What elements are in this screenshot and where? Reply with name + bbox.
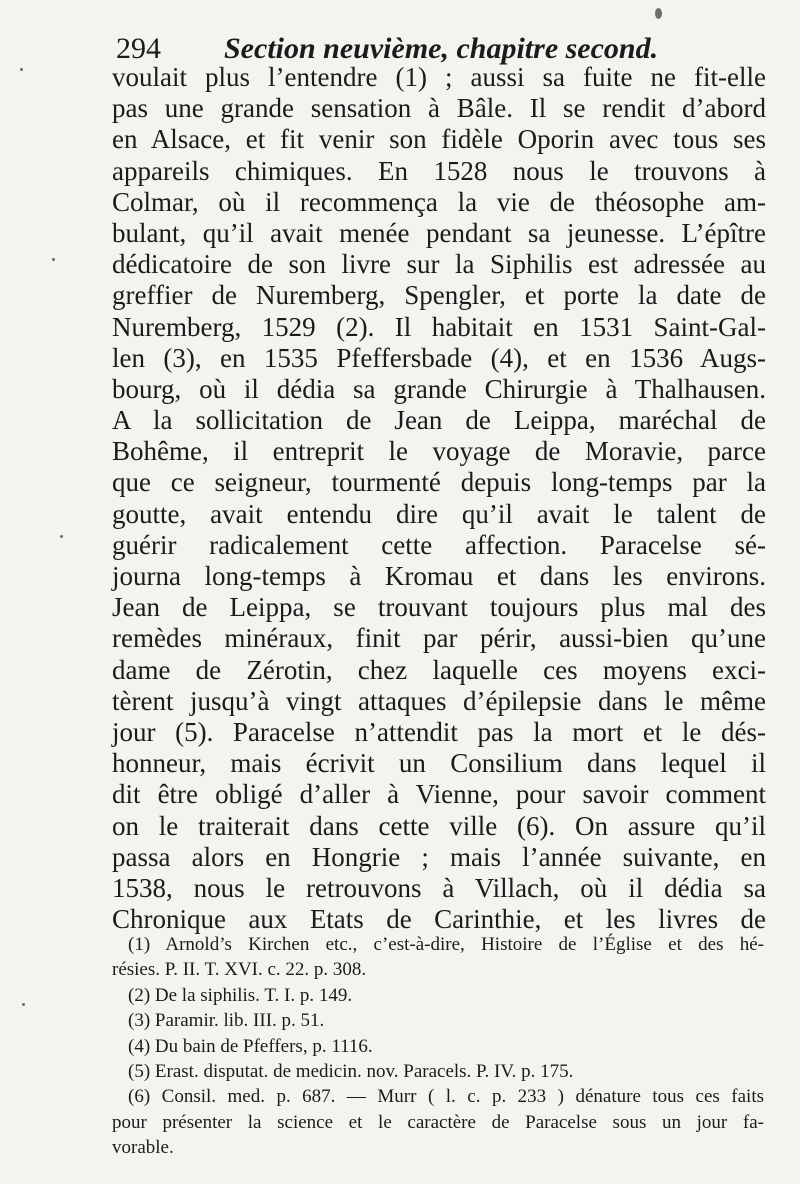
text-line: Chronique aux Etats de Carinthie, et les livres de — [112, 904, 766, 935]
footnote-line: pour présenter la science et le caractère de Paracelse sous un jour fa- — [112, 1111, 764, 1133]
footnote-line: (4) Du bain de Pfeffers, p. 1116. — [128, 1035, 373, 1057]
ink-speck — [52, 258, 55, 261]
text-line: dédicatoire de son livre sur la Siphilis est adressée au — [112, 249, 766, 280]
text-line: journa long-temps à Kromau et dans les environs. — [112, 561, 766, 591]
text-line: len (3), en 1535 Pfeffersbade (4), et en 1536 Augs- — [112, 342, 766, 373]
text-line: bulant, qu’il avait menée pendant sa jeunesse. L’épître — [112, 217, 766, 248]
footnote-line: (3) Paramir. lib. III. p. 51. — [128, 1010, 325, 1032]
text-line: jour (5). Paracelse n’attendit pas la mort et le dés- — [112, 716, 766, 747]
footnotes — [112, 932, 764, 1161]
text-line: bourg, où il dédia sa grande Chirurgie à Thalhausen. — [112, 373, 766, 404]
page-number: 294 — [116, 32, 161, 65]
footnote-line: vorable. — [112, 1137, 174, 1159]
text-line: dame de Zérotin, chez laquelle ces moyens exci- — [112, 654, 766, 685]
text-line: Jean de Leippa, se trouvant toujours plus mal des — [112, 592, 766, 623]
text-line: passa alors en Hongrie ; mais l’année suivante, en — [112, 841, 766, 872]
footnote-line: (5) Erast. disputat. de medicin. nov. Paracels. P. IV. p. 175. — [128, 1060, 574, 1082]
text-line: pas une grande sensation à Bâle. Il se rendit d’abord — [112, 93, 766, 124]
text-line: greffier de Nuremberg, Spengler, et porte la date de — [112, 280, 766, 311]
text-line: A la sollicitation de Jean de Leippa, maréchal de — [112, 405, 766, 436]
text-line: Bohême, il entreprit le voyage de Moravie, parce — [112, 436, 766, 467]
text-line: remèdes minéraux, finit par périr, aussi-bien qu’une — [112, 623, 766, 654]
footnote-line: (2) De la siphilis. T. I. p. 149. — [128, 984, 353, 1006]
text-line: goutte, avait entendu dire qu’il avait le talent de — [112, 498, 766, 529]
footnote-line: (6) Consil. med. p. 687. — Murr ( l. c. p. 233 ) dénature tous ces faits — [128, 1086, 764, 1108]
footnote-line: résies. P. II. T. XVI. c. 22. p. 308. — [112, 959, 367, 981]
running-head: Section neuvième, chapitre second. — [224, 32, 659, 65]
text-line: voulait plus l’entendre (1) ; aussi sa fuite ne fit-elle — [112, 62, 766, 92]
text-line: guérir radicalement cette affection. Paracelse sé- — [112, 529, 766, 560]
text-line: tèrent jusqu’à vingt attaques d’épilepsie dans le même — [112, 685, 766, 716]
text-line: en Alsace, et fit venir son fidèle Oporin avec tous ses — [112, 124, 766, 155]
ink-speck — [22, 1003, 25, 1006]
ink-speck — [20, 68, 23, 71]
text-line: Nuremberg, 1529 (2). Il habitait en 1531 Saint-Gal- — [112, 311, 766, 342]
ink-speck — [60, 535, 63, 538]
text-line: dit être obligé d’aller à Vienne, pour savoir comment — [112, 779, 766, 810]
text-line: on le traiterait dans cette ville (6). On assure qu’il — [112, 810, 766, 841]
text-line: honneur, mais écrivit un Consilium dans lequel il — [112, 748, 766, 779]
text-line: appareils chimiques. En 1528 nous le trouvons à — [112, 155, 766, 186]
footnote-line: (1) Arnold’s Kirchen etc., c’est-à-dire, Histoire de l’Église et des hé- — [128, 934, 764, 955]
body-text — [112, 62, 766, 935]
text-line: que ce seigneur, tourmenté depuis long-temps par la — [112, 467, 766, 498]
text-line: 1538, nous le retrouvons à Villach, où il dédia sa — [112, 872, 766, 903]
ink-speck — [655, 8, 662, 19]
text-line: Colmar, où il recommença la vie de théosophe am- — [112, 186, 766, 217]
